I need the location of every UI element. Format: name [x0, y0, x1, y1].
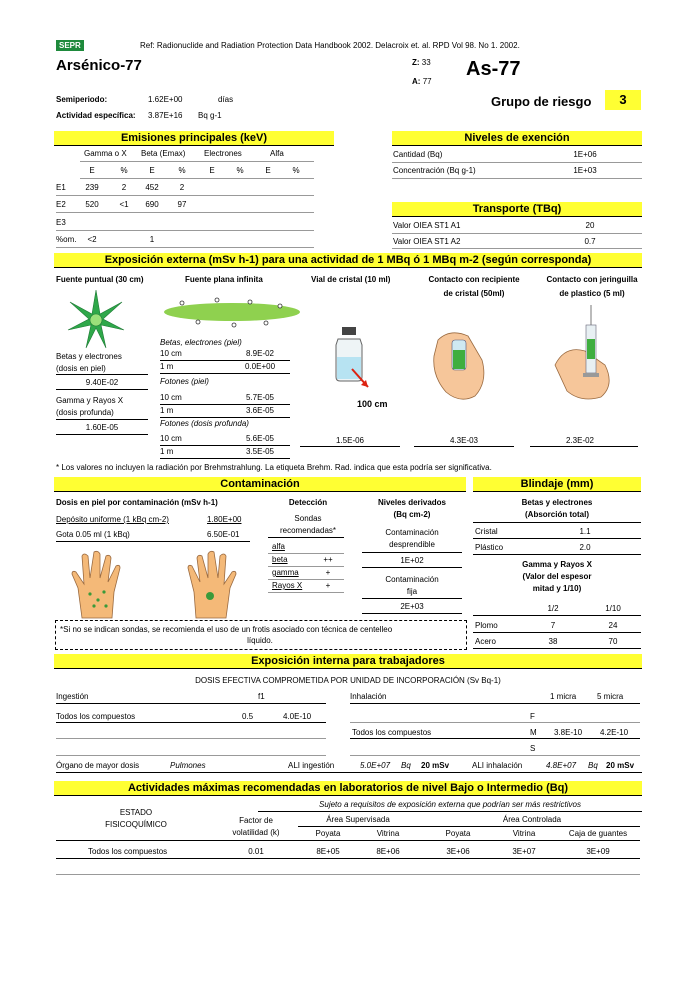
lab-activities-title: Actividades máximas recomendadas en laboratorios de nivel Bajo o Intermedio (Bq)	[54, 781, 642, 796]
emissions-subheader: E	[265, 166, 271, 175]
emissions-group-alpha: Alfa	[270, 149, 284, 158]
transport-a2-label: Valor OIEA ST1 A2	[393, 237, 461, 246]
emissions-cell: 2	[179, 183, 185, 192]
lab-volatility-value: 0.01	[248, 847, 264, 856]
point-betas-label-1: Betas y electrones	[56, 352, 122, 361]
shield-lead-half: 7	[550, 621, 556, 630]
skin-drop-label: Gota 0.05 ml (1 kBq)	[56, 530, 130, 539]
derived-title-1: Niveles derivados	[377, 498, 447, 507]
micra-1-label: 1 micra	[550, 692, 577, 701]
probe-name: gamma	[272, 568, 299, 577]
probe-name: Rayos X	[272, 581, 303, 590]
skin-uniform-value: 1.80E+00	[207, 515, 242, 524]
shield-glass-label: Cristal	[475, 527, 498, 536]
lab-activity-value: 3E+09	[586, 847, 610, 856]
container-value: 4.3E-03	[449, 436, 479, 445]
exemption-concentration-value: 1E+03	[573, 166, 597, 175]
z-value: 33	[421, 58, 431, 67]
plane-distance: 1 m	[160, 406, 174, 415]
internal-subtitle: DOSIS EFECTIVA COMPROMETIDA POR UNIDAD DE INCORPORACIÓN (Sv Bq-1)	[195, 676, 501, 685]
emissions-subheader: E	[89, 166, 95, 175]
emissions-cell: 520	[85, 200, 99, 209]
inhalation-label: Inhalación	[350, 692, 387, 701]
emissions-cell: 452	[145, 183, 159, 192]
ali-ingestion-label: ALI ingestión	[288, 761, 335, 770]
ali-inhalation-dose: 20 mSv	[606, 761, 635, 770]
organ-value: Pulmones	[170, 761, 206, 770]
plane-dose-value: 3.6E-05	[245, 406, 275, 415]
skin-uniform-label: Depósito uniforme (1 kBq cm-2)	[56, 515, 169, 524]
emissions-subheader: %	[292, 166, 300, 175]
emissions-group-gamma: Gamma o X	[84, 149, 127, 158]
plane-distance: 10 cm	[160, 349, 182, 358]
vial-heading: Vial de cristal (10 ml)	[311, 275, 391, 284]
emissions-subheader: %	[120, 166, 128, 175]
lab-column-header: Poyata	[315, 829, 341, 838]
emissions-row-label: E3	[56, 218, 66, 227]
plane-dose-value: 3.5E-05	[245, 447, 275, 456]
lab-volatility-heading-2: volatilidad (k)	[232, 828, 280, 837]
exemption-concentration-label: Concentración (Bq g-1)	[393, 166, 476, 175]
lab-state-heading-1: ESTADO	[119, 808, 153, 817]
shield-beta-title-1: Betas y electrones	[521, 498, 593, 507]
probe-rating: ++	[323, 555, 333, 564]
reference-text: Ref: Radionuclide and Radiation Protection Data Handbook 2002. Delacroix et. al. RPD Vol 98. No 1. 2002.	[140, 41, 520, 50]
syringe-heading-2: de plastico (5 ml)	[559, 289, 625, 298]
ali-ingestion-value: 5.0E+07	[360, 761, 391, 770]
plane-photons-title: Fotones (piel)	[160, 377, 209, 386]
transport-title: Transporte (TBq)	[392, 202, 642, 217]
hand-syringe-icon	[545, 305, 635, 405]
plane-distance: 1 m	[160, 447, 174, 456]
probe-rating: +	[325, 581, 331, 590]
point-betas-value: 9.40E-02	[85, 378, 119, 387]
emissions-cell: 2	[121, 183, 127, 192]
internal-exposure-title: Exposición interna para trabajadores	[54, 654, 642, 669]
probe-name: alfa	[272, 542, 285, 551]
shielding-title: Blindaje (mm)	[473, 477, 641, 492]
contamination-title: Contaminación	[54, 477, 466, 492]
shield-plastic-value: 2.0	[579, 543, 591, 552]
plane-deep-title: Fotones (dosis profunda)	[160, 419, 249, 428]
a-label: A:	[412, 77, 421, 86]
derived-removable-1: Contaminación	[385, 528, 439, 537]
point-gamma-value: 1.60E-05	[85, 423, 119, 432]
shield-glass-value: 1.1	[579, 527, 591, 536]
z-label: Z:	[412, 58, 420, 67]
half-life-value: 1.62E+00	[148, 95, 183, 104]
specific-activity-label: Actividad específica:	[56, 111, 136, 120]
nuclide-name: Arsénico-77	[56, 57, 142, 74]
emissions-group-beta: Beta (Emax)	[141, 149, 186, 158]
emissions-subheader: %	[178, 166, 186, 175]
syringe-value: 2.3E-02	[565, 436, 595, 445]
probe-note-2: líquido.	[247, 636, 273, 645]
probe-name: beta	[272, 555, 288, 564]
emissions-subheader: E	[209, 166, 215, 175]
ingestion-value: 4.0E-10	[283, 712, 312, 721]
nuclide-symbol: As-77	[466, 58, 521, 80]
emissions-subheader: %	[236, 166, 244, 175]
lab-activity-value: 8E+06	[376, 847, 400, 856]
emissions-title: Emisiones principales (keV)	[54, 131, 334, 146]
shield-steel-half: 38	[548, 637, 558, 646]
derived-removable-value: 1E+02	[400, 556, 424, 565]
lab-column-header: Poyata	[445, 829, 471, 838]
vial-distance: 100 cm	[357, 399, 388, 409]
syringe-heading-1: Contacto con jeringuilla	[546, 275, 638, 284]
plane-dose-value: 5.7E-05	[245, 393, 275, 402]
derived-fixed-1: Contaminación	[385, 575, 439, 584]
micra-5-label: 5 micra	[597, 692, 624, 701]
point-gamma-label-2: (dosis profunda)	[56, 408, 114, 417]
transport-a1-label: Valor OIEA ST1 A1	[393, 221, 461, 230]
shield-steel-label: Acero	[475, 637, 496, 646]
risk-group-value: 3	[605, 90, 641, 110]
lab-activity-value: 8E+05	[316, 847, 340, 856]
inhalation-type-m: M	[530, 728, 537, 737]
lab-state-heading-2: FISICOQUÍMICO	[105, 820, 167, 829]
emissions-cell: 1	[149, 235, 155, 244]
lab-column-header: Vitrina	[512, 829, 536, 838]
emissions-cell: 97	[177, 200, 187, 209]
emissions-row-label: E1	[56, 183, 66, 192]
exemption-quantity-label: Cantidad (Bq)	[393, 150, 443, 159]
external-exposure-title: Exposición externa (mSv h-1) para una actividad de 1 MBq ó 1 MBq m-2 (según corresponda)	[54, 253, 642, 268]
transport-a2-value: 0.7	[584, 237, 596, 246]
ali-inhalation-label: ALI inhalación	[472, 761, 523, 770]
ingestion-compound: Todos los compuestos	[56, 712, 136, 721]
emissions-cell: 690	[145, 200, 159, 209]
plane-source-heading: Fuente plana infinita	[185, 275, 263, 284]
specific-activity-unit: Bq g-1	[198, 111, 222, 120]
point-betas-label-2: (dosis en piel)	[56, 364, 106, 373]
ali-ingestion-unit: Bq	[401, 761, 411, 770]
half-life-unit: días	[218, 95, 234, 104]
ingestion-label: Ingestión	[56, 692, 89, 701]
point-source-star-icon	[64, 288, 128, 352]
plane-betas-title: Betas, electrones (piel)	[160, 338, 242, 347]
a-value: 77	[422, 77, 432, 86]
shield-gamma-title-3: mitad y 1/10)	[532, 584, 582, 593]
emissions-subheader: E	[149, 166, 155, 175]
vial-icon	[330, 325, 380, 395]
hand-container-icon	[420, 310, 500, 405]
emissions-row-label: %om.	[56, 235, 77, 244]
emissions-cell: 239	[85, 183, 99, 192]
hand-drop-contamination-icon	[176, 550, 240, 620]
shield-steel-tenth: 70	[608, 637, 618, 646]
lab-supervised-area: Área Supervisada	[326, 815, 390, 824]
plane-distance: 1 m	[160, 362, 174, 371]
ali-inhalation-unit: Bq	[588, 761, 598, 770]
lab-column-header: Vitrina	[376, 829, 400, 838]
probe-rating: +	[325, 568, 331, 577]
derived-title-2: (Bq cm-2)	[393, 510, 431, 519]
container-heading-1: Contacto con recipiente	[428, 275, 520, 284]
hand-uniform-contamination-icon	[68, 550, 132, 620]
lab-compound: Todos los compuestos	[88, 847, 168, 856]
derived-removable-2: desprendible	[389, 540, 435, 549]
shield-beta-title-2: (Absorción total)	[525, 510, 589, 519]
probe-note-1: *Si no se indican sondas, se recomienda el uso de un frotis asociado con técnica de centelleo	[60, 625, 393, 634]
plane-dose-value: 5.6E-05	[245, 434, 275, 443]
shield-lead-tenth: 24	[608, 621, 618, 630]
derived-fixed-value: 2E+03	[400, 602, 424, 611]
shield-gamma-title-2: (Valor del espesor	[522, 572, 592, 581]
shield-lead-label: Plomo	[475, 621, 498, 630]
exemption-quantity-value: 1E+06	[573, 150, 597, 159]
detection-subtitle-1: Sondas	[294, 514, 322, 523]
ali-inhalation-value: 4.8E+07	[546, 761, 577, 770]
lab-activity-value: 3E+06	[446, 847, 470, 856]
emissions-group-electrons: Electrones	[204, 149, 242, 158]
point-source-heading: Fuente puntual (30 cm)	[56, 275, 144, 284]
skin-drop-value: 6.50E-01	[207, 530, 240, 539]
emissions-cell: <2	[87, 235, 97, 244]
transport-a1-value: 20	[585, 221, 595, 230]
lab-subject-note: Sujeto a requisitos de exposición externa que podrían ser más restrictivos	[319, 800, 581, 809]
risk-group-label: Grupo de riesgo	[491, 94, 592, 109]
sepr-logo: SEPR	[56, 40, 84, 51]
exemption-title: Niveles de exención	[392, 131, 642, 146]
point-gamma-label-1: Gamma y Rayos X	[56, 396, 124, 405]
ali-ingestion-dose: 20 mSv	[421, 761, 450, 770]
skin-dose-title: Dosis en piel por contaminación (mSv h-1)	[56, 498, 218, 507]
shield-col-half: 1/2	[547, 604, 559, 613]
external-note: * Los valores no incluyen la radiación por Brehmstrahlung. La etiqueta Brehm. Rad. indica que esta podría ser significativa.	[56, 463, 492, 472]
plane-source-icon	[162, 292, 302, 332]
vial-value: 1.5E-06	[335, 436, 365, 445]
plane-distance: 10 cm	[160, 393, 182, 402]
plane-dose-value: 8.9E-02	[245, 349, 275, 358]
inhalation-compound: Todos los compuestos	[352, 728, 432, 737]
plane-distance: 10 cm	[160, 434, 182, 443]
lab-activity-value: 3E+07	[512, 847, 536, 856]
shield-plastic-label: Plástico	[475, 543, 504, 552]
lab-controlled-area: Área Controlada	[502, 815, 562, 824]
inhalation-m-5micra: 4.2E-10	[600, 728, 629, 737]
derived-fixed-2: fija	[406, 587, 418, 596]
inhalation-m-1micra: 3.8E-10	[554, 728, 583, 737]
plane-dose-value: 0.0E+00	[244, 362, 276, 371]
lab-volatility-heading-1: Factor de	[239, 816, 273, 825]
emissions-cell: <1	[119, 200, 129, 209]
detection-title: Detección	[288, 498, 328, 507]
inhalation-type-f: F	[530, 712, 535, 721]
shield-gamma-title-1: Gamma y Rayos X	[522, 560, 592, 569]
inhalation-type-s: S	[530, 744, 536, 753]
half-life-label: Semiperiodo:	[56, 95, 108, 104]
shield-col-tenth: 1/10	[605, 604, 621, 613]
ingestion-f1: 0.5	[242, 712, 254, 721]
specific-activity-value: 3.87E+16	[148, 111, 183, 120]
container-heading-2: de cristal (50ml)	[443, 289, 505, 298]
f1-label: f1	[258, 692, 265, 701]
organ-label: Órgano de mayor dosis	[56, 761, 140, 770]
detection-subtitle-2: recomendadas*	[279, 526, 337, 535]
lab-column-header: Caja de guantes	[568, 829, 628, 838]
emissions-row-label: E2	[56, 200, 66, 209]
